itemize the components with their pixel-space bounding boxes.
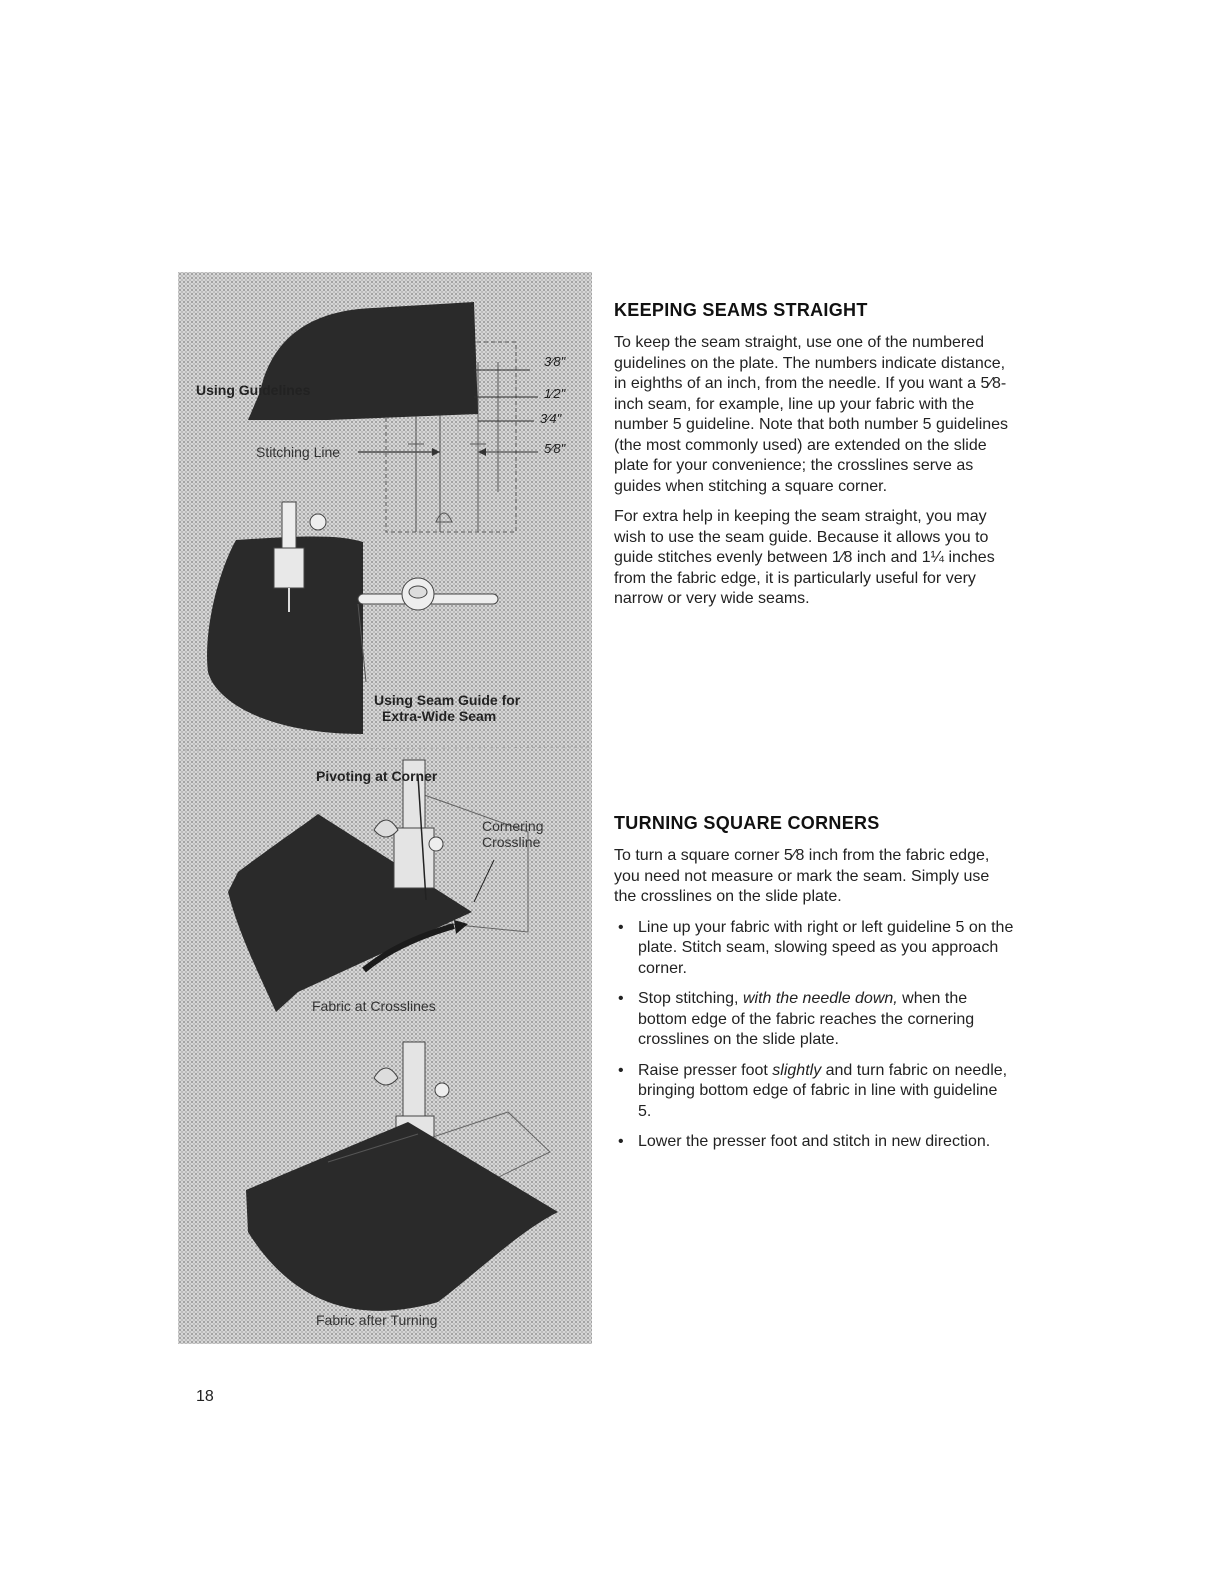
page-number: 18	[196, 1388, 214, 1405]
step-text: Line up your fabric with right or left guideline 5 on the plate. Stitch seam, slowing speed as you approach corner.	[638, 918, 1014, 977]
step-emphasis: slightly	[772, 1061, 822, 1079]
list-item	[614, 918, 1014, 980]
label-pivoting-at-corner: Pivoting at Corner	[316, 768, 438, 784]
bullet-dot: •	[618, 1133, 624, 1150]
label-extra-wide-seam: Extra-Wide Seam	[382, 708, 497, 724]
label-fabric-at-crosslines: Fabric at Crosslines	[312, 998, 436, 1014]
paragraph-seam-guide: For extra help in keeping the seam straight, you may wish to use the seam guide. Because it allows you to guide stitches evenly between 1⁄8 inch and 1¼ inches from the fabric edge, it is particularly useful for very narrow or very wide seams.	[614, 508, 995, 607]
step-text: Raise presser foot	[638, 1061, 773, 1079]
heading-keeping-seams-straight: KEEPING SEAMS STRAIGHT	[614, 300, 868, 320]
measure-label-3-8: 3⁄8"	[544, 354, 566, 369]
measure-label-5-8: 5⁄8"	[544, 441, 566, 456]
paragraph-guidelines: To keep the seam straight, use one of the numbered guidelines on the plate. The numbers indicate distance, in eighths of an inch, from the needle. If you want a 5⁄8-inch seam, for example, line up your fabric with the number 5 guideline. Note that both number 5 guidelines (the most commonly used) are extended on the slide plate for your convenience; the crosslines serve as guides when stitching a square corner.	[614, 334, 1009, 495]
step-text: Stop stitching,	[638, 990, 743, 1007]
label-using-seam-guide: Using Seam Guide for	[374, 692, 521, 708]
list-item	[614, 1061, 1014, 1123]
label-fabric-after-turning: Fabric after Turning	[316, 1312, 438, 1328]
bullet-dot: •	[618, 918, 624, 936]
step-emphasis: with the needle down,	[742, 990, 898, 1007]
guidelines-diagram	[248, 302, 538, 532]
measure-label-3-4: 3⁄4"	[540, 411, 562, 426]
bullet-dot: •	[618, 990, 624, 1007]
section-turning-square-corners	[614, 813, 1014, 1163]
label-using-guidelines: Using Guidelines	[196, 382, 311, 398]
after-turning-diagram	[246, 1042, 558, 1311]
step-text: and turn fabric on needle, bringing bottom edge of fabric in line with guideline 5.	[638, 1061, 1008, 1120]
list-item	[614, 989, 1014, 1051]
illustration-drawings	[178, 272, 592, 1344]
label-cornering: Cornering	[482, 818, 544, 834]
step-text: Lower the presser foot and stitch in new direction.	[638, 1133, 991, 1150]
measure-label-1-2: 1⁄2"	[544, 386, 566, 401]
label-crossline: Crossline	[482, 834, 541, 850]
section-keeping-seams-straight	[614, 300, 1014, 620]
step-text: when the bottom edge of the fabric reaches the cornering crosslines on the slide plate.	[638, 990, 975, 1048]
fabric-shape-guidelines	[248, 302, 478, 420]
illustration-panel	[178, 272, 592, 1344]
paragraph-corners-intro: To turn a square corner 5⁄8 inch from the fabric edge, you need not measure or mark the seam. Simply use the crosslines on the slide plate.	[614, 847, 990, 905]
heading-turning-square-corners: TURNING SQUARE CORNERS	[614, 813, 880, 833]
list-item	[614, 1132, 1014, 1153]
corner-steps-list	[614, 918, 1014, 1153]
pivot-diagram	[228, 760, 528, 1012]
fabric-shape-after-turning	[246, 1122, 558, 1311]
bullet-dot: •	[618, 1061, 624, 1079]
label-stitching-line: Stitching Line	[256, 444, 341, 460]
